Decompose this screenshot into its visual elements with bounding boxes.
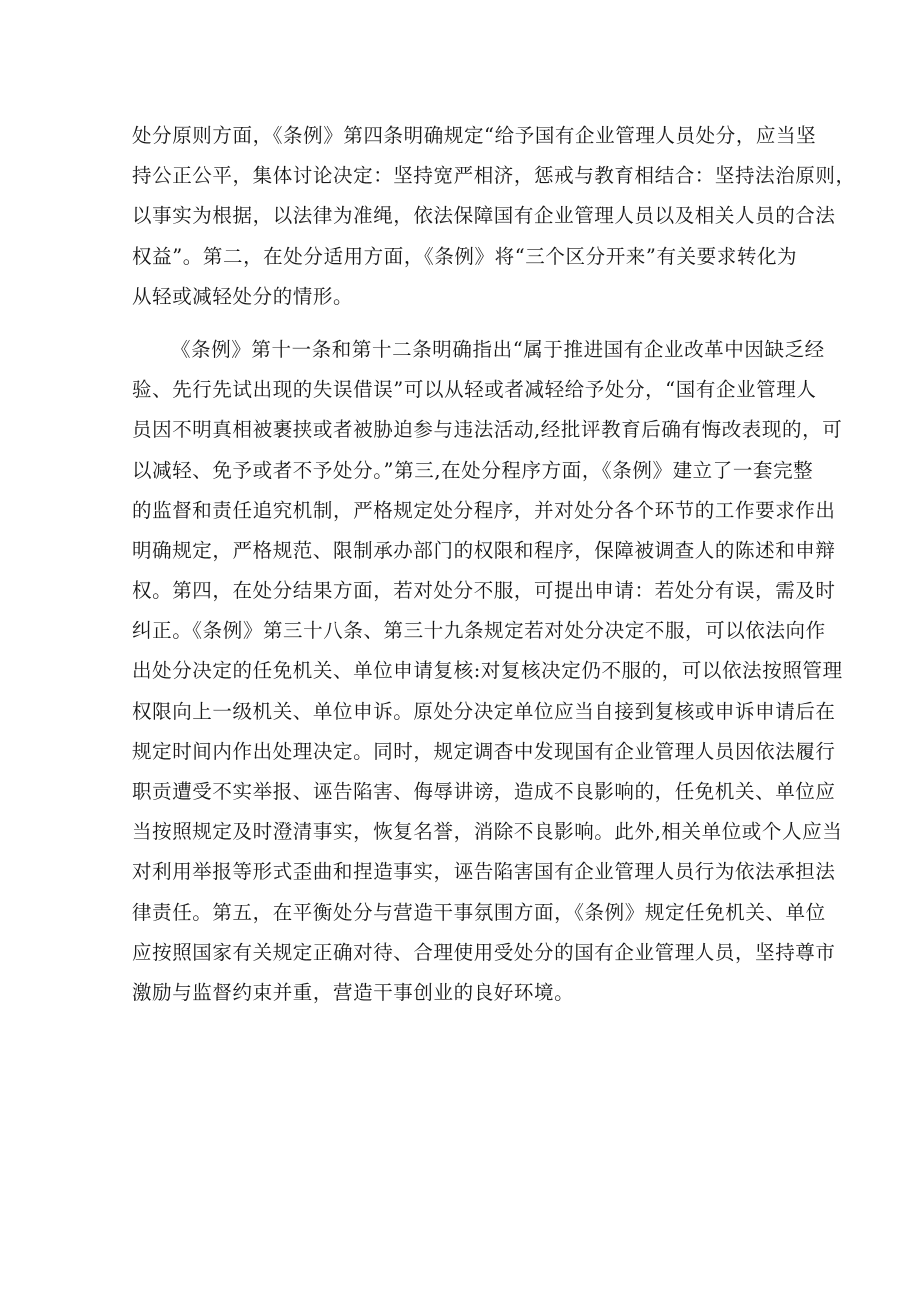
text-line: 权限向上一级机关、单位申诉。原处分决定单位应当自接到复核或申诉申请后在 (132, 699, 836, 723)
text-line: 以事实为根据，以法律为准绳，依法保障国有企业管理人员以及相关人员的合法 (132, 204, 836, 228)
text-line: 纠正。《条例》第三十八条、第三十九条规定若对处分决定不服，可以依法向作 (132, 619, 826, 643)
text-line: 应按照国家有关规定正确对待、合理使用受处分的国有企业管理人员，坚持尊市 (132, 940, 836, 964)
text-line: 《条例》第十一条和第十二条明确指出“属于推进国有企业改革中因缺乏经 (171, 337, 825, 361)
text-line: 处分原则方面，《条例》第四条明确规定“给予国有企业管理人员处分，应当坚 (132, 124, 817, 147)
text-line: 规定时间内作出处理决定。同时，规定调杳中发现国有企业管理人员因依法履行 (132, 739, 836, 763)
text-line: 权益”。第二，在处分适用方面，《条例》将“三个区分开来”有关要求转化为 (132, 244, 798, 268)
text-line: 验、先行先试出现的失误借误”可以从轻或者减轻给予处分，“国有企业管理人 (132, 378, 817, 402)
text-line: 出处分决定的任免机关、单位申请复核:对复核决定仍不服的，可以依法按照管理 (132, 659, 843, 683)
text-line: 职贡遭受不实举报、诬告陷害、侮辱讲谤，造成不良影响的，任免机关、单位应 (132, 780, 836, 803)
text-line: 明确规定，严格规范、限制承办部门的权限和程序，保障被调查人的陈述和申辩 (132, 538, 836, 562)
text-line: 激励与监督约束并重，营造干事创业的良好环境。 (132, 980, 575, 1004)
paragraph-gap (132, 317, 796, 330)
text-line: 对利用举报等形式歪曲和捏造事实，诬告陷害国有企业管理人员行为依法承担法 (132, 860, 836, 884)
paragraph (132, 116, 856, 317)
text-line: 持公正公平，集体讨论决定：坚持宽严相济，惩戒与教育相结合：坚持法治原则， (132, 164, 856, 188)
text-line: 员因不明真相被裹挟或者被胁迫参与违法活动,经批评教育后确有悔改表现的，可 (132, 418, 843, 442)
text-line: 当按照规定及时澄清事实，恢复名誉，消除不良影响。此外,相关单位或个人应当 (132, 820, 843, 844)
paragraph (132, 330, 843, 1013)
text-line: 以减轻、免予或者不予处分。”第三,在处分程序方面，《条例》建立了一套完整 (132, 458, 814, 482)
document-body (132, 116, 856, 1013)
text-line: 权。第四，在处分结果方面，若对处分不服，可提出申请：若处分有误，需及时 (132, 579, 836, 603)
text-line: 律责任。第五，在平衡处分与营造干事氛围方面，《条例》规定任免机关、单位 (132, 900, 826, 924)
text-line: 的监督和责任追究机制，严格规定处分程序，并对处分各个环节的工作要求作出 (132, 498, 836, 522)
text-line: 从轻或减轻处分的情形。 (132, 284, 354, 308)
